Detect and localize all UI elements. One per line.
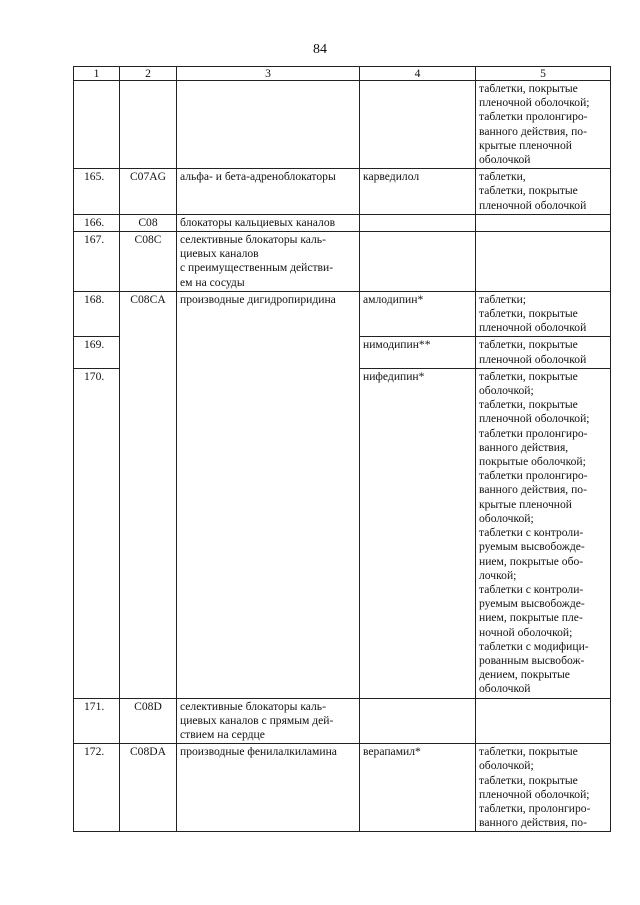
table-row [74,698,611,744]
drug-name [360,232,476,292]
drug-group: селективные блокаторы каль- циевых каналов с прямым дей- ствием на сердце [177,698,360,744]
drug-group [177,368,360,698]
atc-code: C08D [120,698,177,744]
drug-group: производные дигидропиридина [177,291,360,337]
header-cell: 3 [177,67,360,81]
dosage-forms [476,232,611,292]
table-row [74,232,611,292]
table-row [74,214,611,231]
dosage-forms: таблетки; таблетки, покрытые пленочной оболочкой [476,291,611,337]
dosage-forms: таблетки, покрытые пленочной оболочкой [476,337,611,368]
table-row [74,368,611,698]
drug-name [360,698,476,744]
header-cell: 4 [360,67,476,81]
atc-code: C08 [120,214,177,231]
drug-name: карведилол [360,169,476,215]
dosage-forms [476,698,611,744]
table-row [74,81,611,169]
atc-code: C08CA [120,291,177,337]
row-number: 165. [74,169,120,215]
row-number: 167. [74,232,120,292]
table-row [74,337,611,368]
page-number: 84 [313,42,327,57]
drug-name [360,81,476,169]
row-number [74,81,120,169]
dosage-forms [476,214,611,231]
dosage-forms: таблетки, покрытые оболочкой; таблетки, покрытые пленочной оболочкой; таблетки, пролонгиро- ванного действия, по- [476,744,611,832]
drug-group: производные фенилалкиламина [177,744,360,832]
atc-code [120,337,177,368]
row-number: 172. [74,744,120,832]
drug-name: верапамил* [360,744,476,832]
drug-name: нифедипин* [360,368,476,698]
header-cell: 5 [476,67,611,81]
dosage-forms: таблетки, покрытые оболочкой; таблетки, покрытые пленочной оболочкой; таблетки пролонгиро- ванного действия, покрытые оболочкой; таблетки пролонгиро- ванного действия, по- крытые пленочной оболочкой; таблетки с контроли- руемым высвобожде- нием, покрытые обо- лочкой; таблетки с контроли- руемым высвобожде- нием, покрытые пле- ночной оболочкой; таблетки с модифици- рованным высвобож- дением, покрытые оболочкой [476,368,611,698]
drug-name [360,214,476,231]
header-cell: 2 [120,67,177,81]
row-number: 170. [74,368,120,698]
table-row [74,744,611,832]
header-cell: 1 [74,67,120,81]
row-number: 169. [74,337,120,368]
dosage-forms: таблетки, покрытые пленочной оболочкой; таблетки пролонгиро- ванного действия, по- крытые пленочной оболочкой [476,81,611,169]
atc-code: C07AG [120,169,177,215]
atc-code [120,368,177,698]
drug-group [177,337,360,368]
drug-group [177,81,360,169]
row-number: 166. [74,214,120,231]
row-number: 171. [74,698,120,744]
dosage-forms: таблетки, таблетки, покрытые пленочной оболочкой [476,169,611,215]
drug-name: нимодипин** [360,337,476,368]
atc-code: C08DA [120,744,177,832]
drug-group: блокаторы кальциевых каналов [177,214,360,231]
table-header-row [74,67,611,81]
row-number: 168. [74,291,120,337]
table-row [74,291,611,337]
table-row [74,169,611,215]
drug-group: селективные блокаторы каль- циевых каналов с преимущественным действи- ем на сосуды [177,232,360,292]
atc-code [120,81,177,169]
atc-code: C08C [120,232,177,292]
drug-table [73,66,611,832]
drug-name: амлодипин* [360,291,476,337]
drug-group: альфа- и бета-адреноблокаторы [177,169,360,215]
